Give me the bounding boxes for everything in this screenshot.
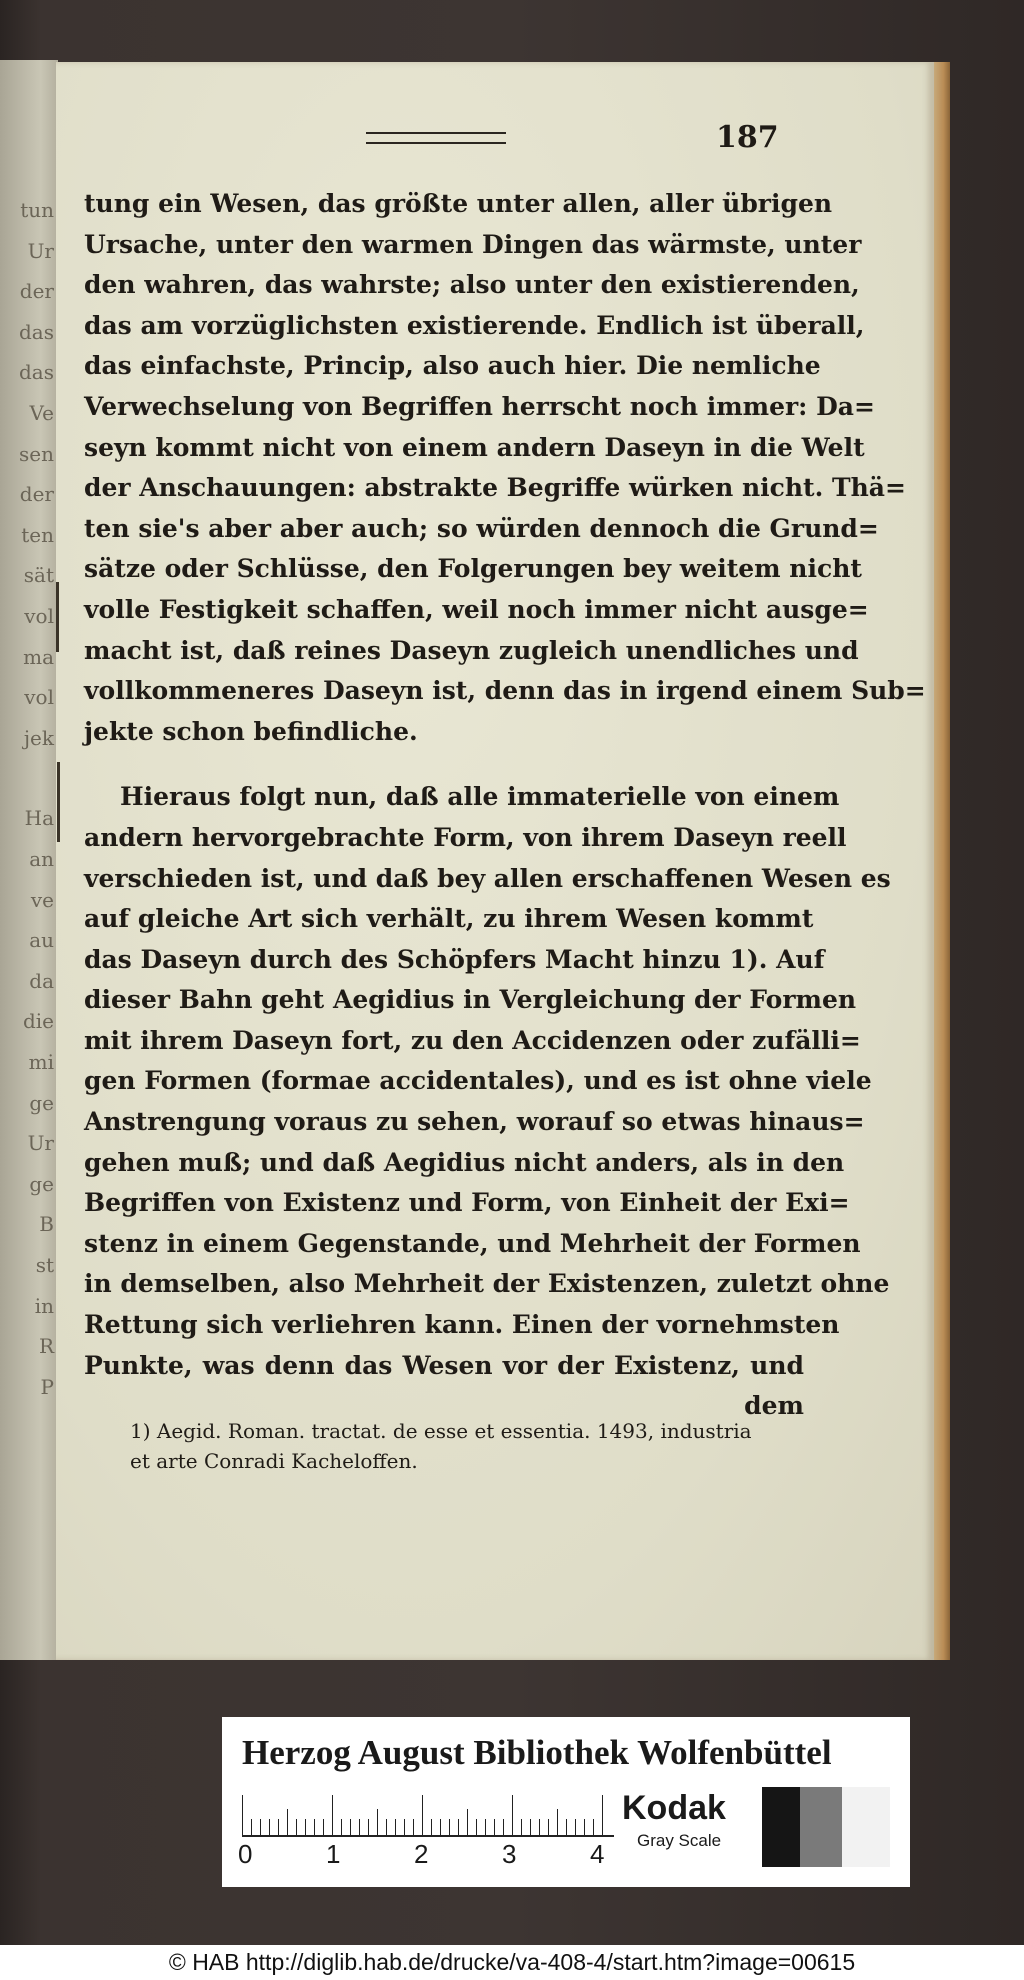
text-line: das Daseyn durch des Schöpfers Macht hinzu 1). Auf — [84, 944, 825, 974]
text-line: Verwechselung von Begriffen herrscht noch immer: Da= — [84, 391, 875, 421]
ghost-text: ge — [29, 1171, 54, 1196]
ruler-tick — [440, 1819, 441, 1835]
ghost-text: sen — [19, 441, 54, 466]
ruler-tick — [548, 1819, 549, 1835]
text-line: dieser Bahn geht Aegidius in Vergleichung der Formen — [84, 985, 857, 1015]
text-line: das am vorzüglichsten existierende. Endlich ist überall, — [84, 310, 865, 340]
ruler-tick — [503, 1819, 504, 1835]
ruler-tick — [431, 1819, 432, 1835]
ruler-tick — [494, 1819, 495, 1835]
ruler-tick — [305, 1819, 306, 1835]
gray-swatch — [800, 1787, 842, 1867]
ghost-text: das — [19, 319, 54, 344]
ghost-text: sät — [23, 563, 54, 588]
ruler-tick — [602, 1795, 603, 1835]
ruler-tick — [368, 1819, 369, 1835]
ghost-text: Ve — [29, 401, 54, 425]
ruler-tick — [422, 1795, 423, 1835]
ghost-text: mi — [28, 1050, 54, 1074]
ruler — [242, 1795, 614, 1837]
ruler-tick — [395, 1819, 396, 1835]
ghost-text: an — [29, 847, 54, 871]
text-line: auf gleiche Art sich verhält, zu ihrem Wesen kommt — [84, 904, 814, 934]
black-swatch — [762, 1787, 800, 1867]
ruler-tick — [332, 1795, 333, 1835]
ghost-text: B — [39, 1212, 54, 1237]
text-line: dem — [744, 1391, 804, 1421]
gray-scale-label: Gray Scale — [637, 1831, 722, 1850]
text-line: 1) Aegid. Roman. tractat. de esse et essentia. 1493, industria — [130, 1419, 752, 1443]
margin-mark — [57, 762, 60, 842]
page-edge — [934, 62, 950, 1660]
ghost-text: Ur — [27, 238, 54, 263]
ghost-text: ten — [21, 522, 54, 547]
ghost-text: ge — [29, 1090, 54, 1115]
ghost-text: ve — [30, 887, 54, 912]
text-line: Rettung sich verliehren kann. Einen der vornehmsten — [84, 1310, 840, 1340]
text-line: vollkommeneres Daseyn ist, denn das in irgend einem Sub= — [84, 676, 926, 706]
ruler-tick — [458, 1819, 459, 1835]
text-line: jekte schon befindliche. — [84, 716, 418, 746]
ruler-tick — [260, 1819, 261, 1835]
ghost-text: die — [22, 1009, 54, 1034]
page-number: 187 — [716, 120, 779, 155]
ruler-tick — [296, 1819, 297, 1835]
text-line: volle Festigkeit schaffen, weil noch immer nicht ausge= — [84, 594, 869, 624]
ruler-number: 2 — [414, 1839, 429, 1869]
text-line: Ursache, unter den warmen Dingen das wärmste, unter — [84, 229, 862, 259]
ruler-number: 3 — [502, 1839, 517, 1869]
ghost-text: der — [19, 482, 54, 507]
text-line: gen Formen (formae accidentales), und es ist ohne viele — [84, 1066, 872, 1096]
ruler-tick — [593, 1819, 594, 1835]
ruler-tick — [557, 1809, 558, 1835]
ruler-tick — [242, 1795, 243, 1835]
footnote — [130, 1416, 810, 1476]
header-rule — [366, 132, 506, 144]
ruler-number: 1 — [326, 1839, 341, 1869]
text-line: Anstrengung voraus zu sehen, worauf so etwas hinaus= — [84, 1107, 865, 1137]
ruler-tick — [476, 1819, 477, 1835]
book-page — [56, 62, 934, 1660]
ghost-text: vol — [24, 604, 54, 628]
text-line: das einfachste, Princip, also auch hier. Die nemliche — [84, 351, 821, 381]
ghost-text: R — [38, 1334, 54, 1359]
ruler-tick — [521, 1819, 522, 1835]
ruler-tick — [314, 1819, 315, 1835]
paragraph — [84, 184, 926, 752]
ruler-tick — [377, 1809, 378, 1835]
text-line: macht ist, daß reines Daseyn zugleich unendliches und — [84, 635, 859, 665]
ruler-tick — [341, 1819, 342, 1835]
margin-mark — [56, 582, 59, 652]
ruler-tick — [404, 1819, 405, 1835]
ghost-text: P — [40, 1374, 54, 1399]
text-line: Hieraus folgt nun, daß alle immaterielle von einem — [120, 782, 840, 812]
ruler-tick — [539, 1819, 540, 1835]
ghost-text: das — [19, 360, 54, 385]
text-line: andern hervorgebrachte Form, von ihrem Daseyn reell — [84, 822, 847, 852]
text-line: ten sie's aber aber auch; so würden dennoch die Grund= — [84, 513, 879, 543]
ghost-text: Ha — [24, 806, 54, 831]
text-line: et arte Conradi Kacheloffen. — [130, 1449, 418, 1473]
ruler-tick — [287, 1809, 288, 1835]
ruler-tick — [449, 1819, 450, 1835]
ruler-tick — [350, 1819, 351, 1835]
white-swatch — [842, 1787, 890, 1867]
text-line: stenz in einem Gegenstande, und Mehrheit der Formen — [84, 1228, 861, 1258]
ruler-tick — [530, 1819, 531, 1835]
ghost-text: tun — [20, 198, 54, 222]
text-line: seyn kommt nicht von einem andern Daseyn in die Welt — [84, 432, 865, 462]
text-line: Punkte, was denn das Wesen vor der Existenz, und — [84, 1350, 804, 1380]
text-line: tung ein Wesen, das größte unter allen, aller übrigen — [84, 189, 833, 218]
ruler-tick — [269, 1819, 270, 1835]
text-line: verschieden ist, und daß bey allen erschaffenen Wesen es — [84, 863, 891, 893]
ruler-tick — [278, 1819, 279, 1835]
ghost-text: der — [19, 279, 54, 304]
text-line: in demselben, also Mehrheit der Existenzen, zuletzt ohne — [84, 1269, 890, 1299]
previous-page-edge — [0, 60, 58, 1660]
ghost-text: jek — [23, 725, 54, 750]
color-calibration-bar — [222, 1717, 910, 1887]
ruler-tick — [323, 1819, 324, 1835]
ruler-tick — [251, 1819, 252, 1835]
ghost-text: vol — [24, 685, 54, 710]
text-line: der Anschauungen: abstrakte Begriffe würken nicht. Thä= — [84, 473, 906, 503]
ghost-text: au — [29, 928, 54, 953]
ruler-number: 4 — [590, 1839, 605, 1869]
text-line: sätze oder Schlüsse, den Folgerungen bey weitem nicht — [84, 554, 862, 584]
library-name: Herzog August Bibliothek Wolfenbüttel — [242, 1733, 832, 1772]
ghost-text: st — [35, 1253, 54, 1277]
ghost-text: Ur — [27, 1131, 54, 1156]
footer-credit: © HAB http://diglib.hab.de/drucke/va-408-4/start.htm?image=00615 — [0, 1945, 1024, 1980]
ruler-tick — [575, 1819, 576, 1835]
ghost-text: in — [34, 1293, 54, 1318]
paragraph — [84, 777, 891, 1427]
ruler-tick — [359, 1819, 360, 1835]
text-line: gehen muß; und daß Aegidius nicht anders, als in den — [84, 1147, 845, 1177]
kodak-logo: Kodak — [622, 1789, 726, 1827]
ghost-text: da — [29, 968, 54, 993]
ruler-tick — [485, 1819, 486, 1835]
ruler-tick — [584, 1819, 585, 1835]
ruler-tick — [386, 1819, 387, 1835]
ruler-tick — [512, 1795, 513, 1835]
body-text — [84, 184, 926, 1427]
ruler-tick — [467, 1809, 468, 1835]
ruler-number: 0 — [238, 1839, 253, 1869]
ruler-tick — [413, 1819, 414, 1835]
ghost-text: ma — [23, 644, 54, 669]
text-line: Begriffen von Existenz und Form, von Einheit der Exi= — [84, 1188, 850, 1218]
text-line: den wahren, das wahrste; also unter den existierenden, — [84, 270, 860, 300]
ruler-tick — [566, 1819, 567, 1835]
text-line: mit ihrem Daseyn fort, zu den Accidenzen oder zufälli= — [84, 1025, 861, 1055]
